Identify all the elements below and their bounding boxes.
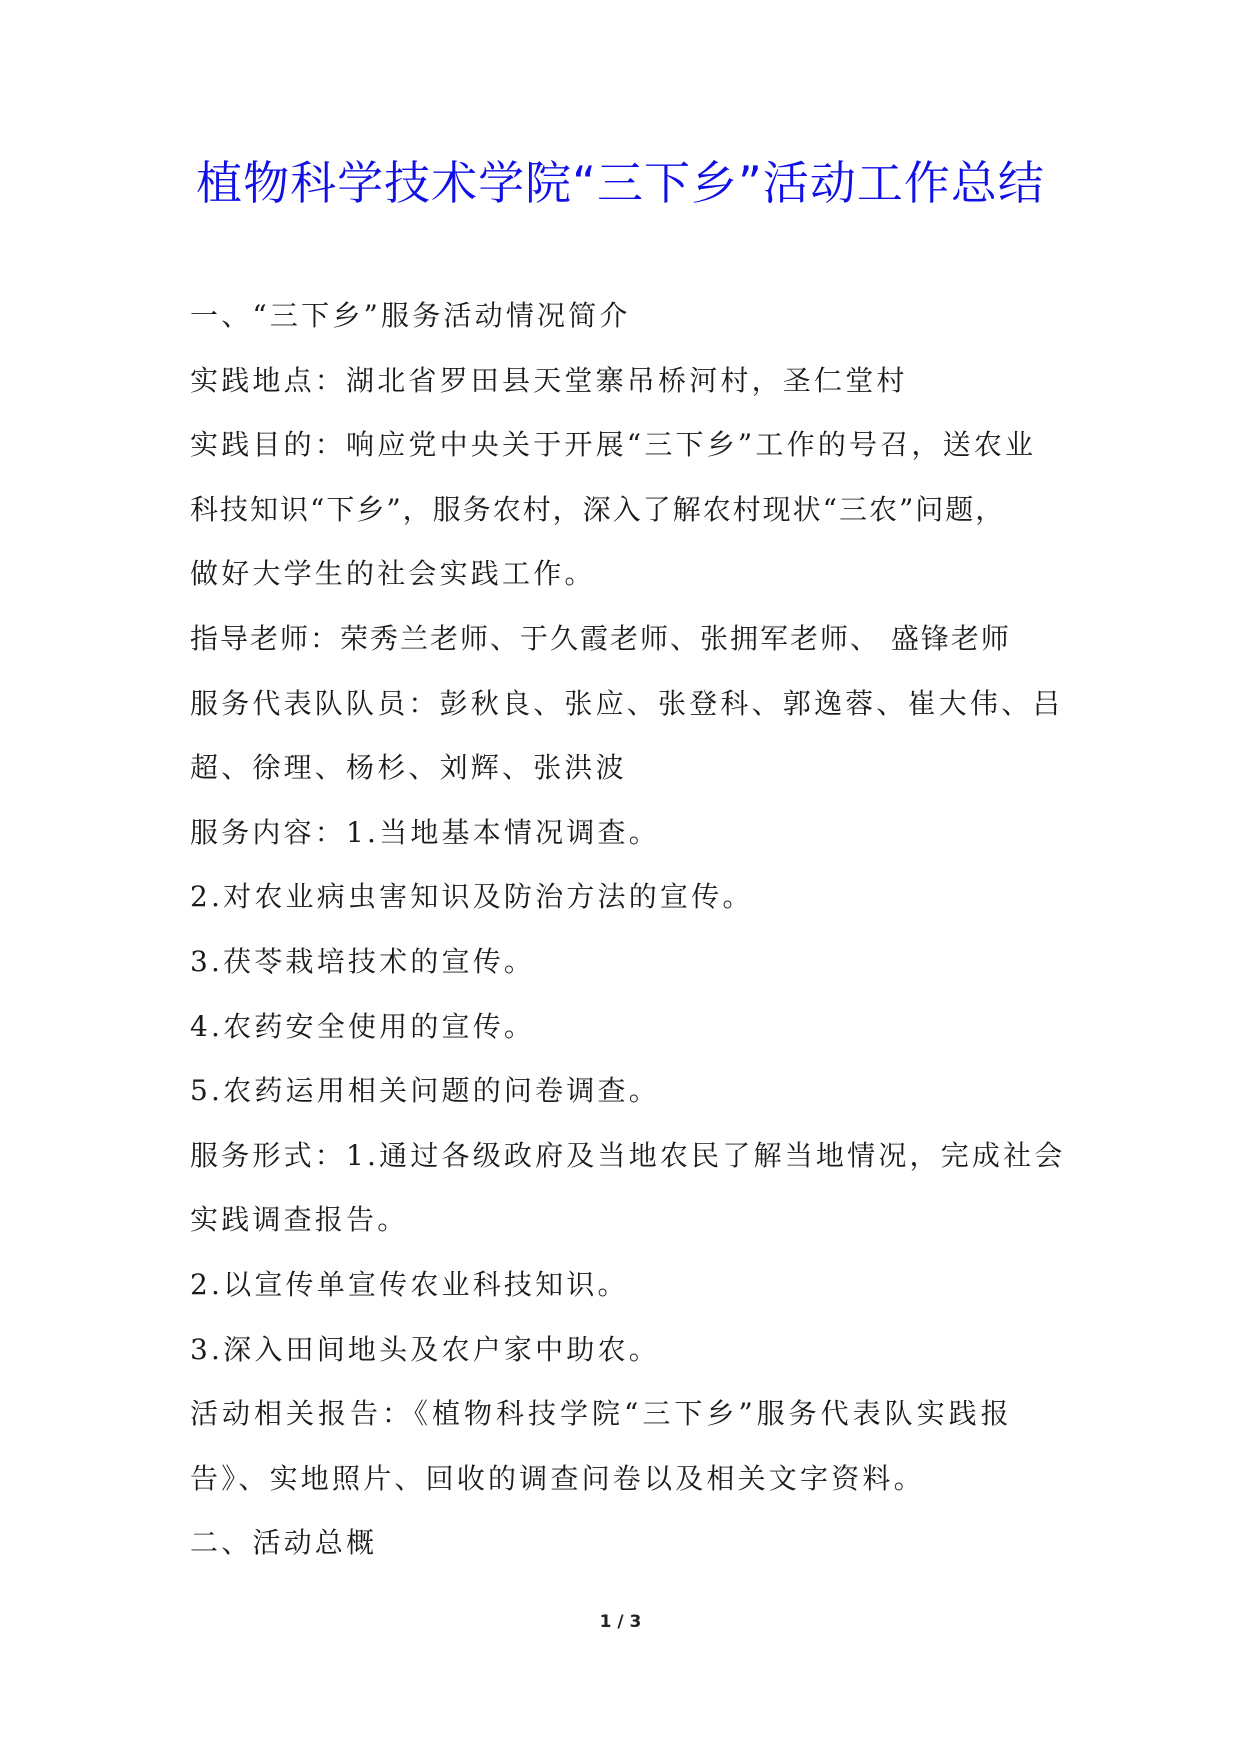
section-heading: 二、活动总概 (190, 1526, 378, 1560)
paragraph-line: 5.农药运用相关问题的问卷调查。 (190, 1074, 660, 1108)
paragraph-line: 实践调查报告。 (190, 1203, 409, 1237)
document-title: 植物科学技术学院“三下乡”活动工作总结 (196, 156, 1045, 210)
paragraph-line: 实践地点：湖北省罗田县天堂寨吊桥河村，圣仁堂村 (190, 363, 908, 397)
paragraph-line: 4.农药安全使用的宣传。 (190, 1009, 536, 1043)
page-number: 1 / 3 (599, 1612, 642, 1632)
paragraph-line: 科技知识“下乡”，服务农村，深入了解农村现状“三农”问题， (190, 492, 1006, 526)
paragraph-line: 超、徐理、杨杉、刘辉、张洪波 (190, 751, 627, 785)
paragraph-line: 3.茯苓栽培技术的宣传。 (190, 944, 536, 978)
paragraph-line: 服务代表队队员：彭秋良、张应、张登科、郭逸蓉、崔大伟、吕 (190, 686, 1064, 720)
paragraph-line: 2.以宣传单宣传农业科技知识。 (190, 1267, 629, 1301)
paragraph-line: 实践目的：响应党中央关于开展“三下乡”工作的号召，送农业 (190, 428, 1037, 462)
paragraph-line: 服务形式：1.通过各级政府及当地农民了解当地情况，完成社会 (190, 1138, 1066, 1172)
paragraph-line: 服务内容：1.当地基本情况调查。 (190, 815, 660, 849)
paragraph-line: 做好大学生的社会实践工作。 (190, 557, 596, 591)
paragraph-line: 3.深入田间地头及农户家中助农。 (190, 1332, 660, 1366)
paragraph-line: 指导老师：荣秀兰老师、于久霞老师、张拥军老师、 盛锋老师 (190, 621, 1011, 655)
paragraph-line: 2.对农业病虫害知识及防治方法的宣传。 (190, 880, 754, 914)
section-heading: 一、“三下乡”服务活动情况简介 (190, 299, 631, 332)
paragraph-line: 告》、实地照片、回收的调查问卷以及相关文字资料。 (190, 1461, 925, 1495)
paragraph-line: 活动相关报告：《植物科技学院“三下乡”服务代表队实践报 (190, 1397, 1013, 1431)
document-body (190, 284, 1066, 1576)
